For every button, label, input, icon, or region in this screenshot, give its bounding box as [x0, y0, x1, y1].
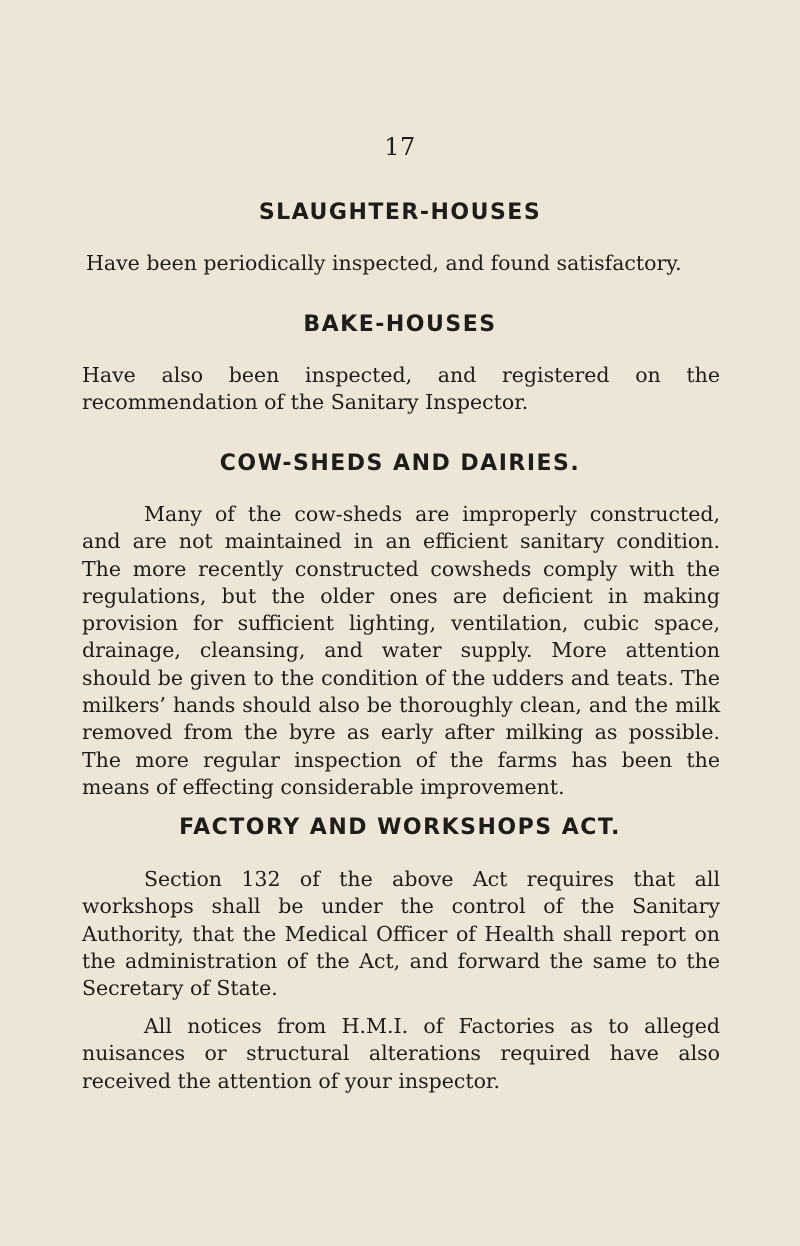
section-heading-bake-houses: BAKE-HOUSES — [303, 312, 497, 337]
paragraph-cow-sheds: Many of the cow-sheds are improperly constructed, and are not maintained in an efficient sanitary condition. The more recently constructed cowsheds comply with the regulations, but the older ones are deficient in making provision for sufficient lighting, ventilation, cubic space, drainage, cleansing, and water supply. More attention should be given to the condition of the udders and teats. The milkers’ hands should also be thoroughly clean, and the milk removed from the byre as early after milking as possible. The more regular inspection of the farms has been the means of effecting considerable improvement. — [82, 502, 720, 799]
paragraph-slaughter-houses: Have been periodically inspected, and found satisfactory. — [86, 251, 682, 275]
section-heading-factory-act: FACTORY AND WORKSHOPS ACT. — [179, 815, 621, 840]
paragraph-factory-act-1: Section 132 of the above Act requires that all workshops shall be under the control of the Sanitary Authority, that the Medical Officer of Health shall report on the administration of the Act, and forward the same to the Secretary of State. — [82, 867, 720, 1001]
section-heading-slaughter-houses: SLAUGHTER-HOUSES — [258, 200, 542, 225]
paragraph-factory-act-2: All notices from H.M.I. of Factories as to alleged nuisances or structural alterations required have also received the attention of your inspector. — [82, 1014, 720, 1093]
section-heading-cow-sheds: COW-SHEDS AND DAIRIES. — [219, 451, 581, 476]
paragraph-bake-houses: Have also been inspected, and registered on the recommendation of the Sanitary Inspector. — [82, 363, 720, 415]
page-number: 17 — [384, 133, 416, 161]
